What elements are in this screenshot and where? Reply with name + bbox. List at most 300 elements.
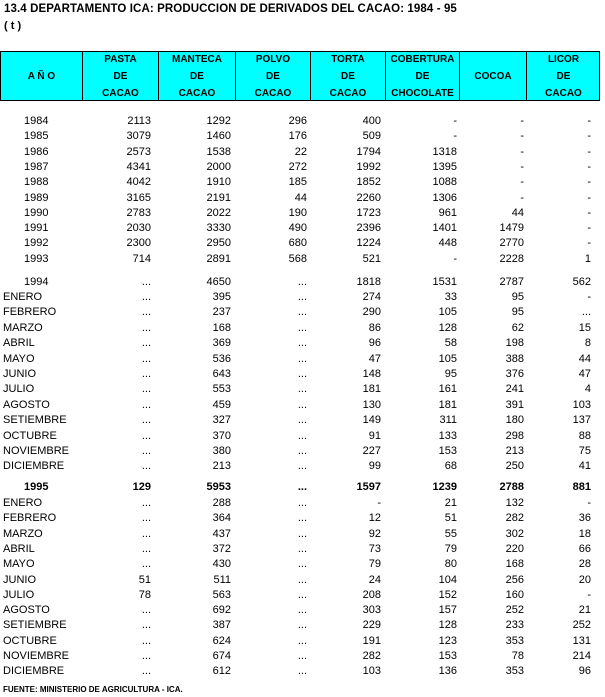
cell-value: - bbox=[587, 160, 591, 173]
table-row bbox=[0, 603, 600, 618]
cell-value: ... bbox=[141, 429, 151, 442]
cell-value: ... bbox=[141, 527, 151, 540]
cell-value: 1538 bbox=[206, 145, 231, 158]
table-row bbox=[0, 252, 600, 267]
cell-value: 1239 bbox=[432, 481, 457, 493]
cell-value: 4 bbox=[584, 383, 591, 396]
cell-value: ... bbox=[141, 337, 151, 350]
year-label: 1995 bbox=[24, 481, 49, 493]
cell-value: 353 bbox=[505, 634, 524, 647]
header-text: DE bbox=[190, 70, 204, 82]
table-row bbox=[0, 496, 600, 511]
cell-value: ... bbox=[297, 634, 307, 647]
table-row bbox=[0, 459, 600, 474]
cell-value: 88 bbox=[578, 429, 591, 442]
table-row bbox=[0, 221, 600, 236]
cell-value: ... bbox=[297, 497, 307, 509]
year-label: 1993 bbox=[24, 252, 49, 265]
cell-value: 282 bbox=[362, 650, 381, 662]
cell-value: 153 bbox=[438, 445, 457, 457]
header-text: CACAO bbox=[254, 87, 292, 99]
cell-value: 149 bbox=[362, 414, 381, 427]
cell-value: 298 bbox=[505, 429, 524, 442]
cell-value: 370 bbox=[212, 429, 231, 442]
cell-value: 79 bbox=[444, 542, 457, 555]
cell-value: 24 bbox=[368, 573, 381, 586]
cell-value: 1306 bbox=[432, 191, 457, 204]
cell-value: 105 bbox=[438, 306, 457, 319]
cell-value: 364 bbox=[212, 512, 231, 525]
cell-value: 509 bbox=[362, 130, 381, 143]
cell-value: 233 bbox=[505, 619, 524, 632]
cell-value: 68 bbox=[444, 460, 457, 473]
cell-value: ... bbox=[297, 398, 307, 411]
year-label: 1987 bbox=[24, 160, 49, 173]
cell-value: ... bbox=[141, 665, 151, 678]
month-label: OCTUBRE bbox=[3, 429, 57, 442]
cell-value: 44 bbox=[511, 206, 524, 219]
cell-value: - bbox=[377, 497, 381, 509]
cell-value: - bbox=[520, 130, 524, 143]
header-text: DE bbox=[266, 70, 280, 82]
table-row bbox=[0, 398, 600, 413]
month-label: MAYO bbox=[3, 352, 35, 365]
cell-value: 92 bbox=[368, 527, 381, 540]
cell-value: 99 bbox=[368, 460, 381, 473]
cell-value: 1224 bbox=[356, 237, 381, 250]
cell-value: 2787 bbox=[499, 276, 524, 288]
table-row bbox=[0, 129, 600, 144]
cell-value: 80 bbox=[444, 558, 457, 571]
cell-value: 8 bbox=[584, 337, 591, 350]
source-note: FUENTE: MINISTERIO DE AGRICULTURA - ICA. bbox=[3, 685, 183, 694]
month-label: SETIEMBRE bbox=[3, 619, 67, 632]
cell-value: 229 bbox=[362, 619, 381, 632]
cell-value: 250 bbox=[505, 460, 524, 473]
cell-value: 252 bbox=[572, 619, 591, 632]
cell-value: 237 bbox=[212, 306, 231, 319]
cell-value: 105 bbox=[438, 352, 457, 365]
cell-value: 448 bbox=[438, 237, 457, 250]
cell-value: 78 bbox=[138, 588, 151, 601]
table-row bbox=[0, 145, 600, 160]
table-title: 13.4 DEPARTAMENTO ICA: PRODUCCION DE DERIVADOS DEL CACAO: 1984 - 95 bbox=[4, 3, 457, 15]
cell-value: 2030 bbox=[126, 222, 151, 235]
cell-value: 624 bbox=[212, 634, 231, 647]
table-row bbox=[0, 618, 600, 633]
cell-value: 674 bbox=[212, 650, 231, 662]
header-text: CACAO bbox=[178, 87, 216, 99]
cell-value: 22 bbox=[294, 145, 307, 158]
cell-value: ... bbox=[297, 604, 307, 617]
month-label: AGOSTO bbox=[3, 604, 50, 617]
cell-value: - bbox=[587, 222, 591, 235]
header-col-1 bbox=[82, 52, 158, 100]
cell-value: - bbox=[587, 176, 591, 189]
cell-value: 430 bbox=[212, 558, 231, 571]
month-label: MARZO bbox=[3, 527, 43, 540]
cell-value: 282 bbox=[505, 512, 524, 525]
cell-value: ... bbox=[297, 321, 307, 334]
cell-value: 168 bbox=[212, 321, 231, 334]
month-label: ENERO bbox=[3, 291, 43, 303]
header-text: LICOR bbox=[547, 53, 580, 65]
table-row bbox=[0, 352, 600, 367]
cell-value: - bbox=[587, 206, 591, 219]
cell-value: 274 bbox=[362, 291, 381, 303]
cell-value: ... bbox=[297, 368, 307, 380]
cell-value: 692 bbox=[212, 604, 231, 617]
table-row bbox=[0, 634, 600, 649]
header-col-7 bbox=[526, 52, 600, 100]
year-label: 1989 bbox=[24, 191, 49, 204]
cell-value: ... bbox=[297, 573, 307, 586]
cell-value: ... bbox=[141, 368, 151, 380]
header-text: DE bbox=[556, 70, 571, 82]
cell-value: 881 bbox=[572, 481, 591, 493]
cell-value: - bbox=[453, 130, 457, 143]
cell-value: - bbox=[520, 115, 524, 127]
cell-value: - bbox=[587, 588, 591, 601]
cell-value: - bbox=[520, 145, 524, 158]
table-row bbox=[0, 290, 600, 305]
table-row bbox=[0, 160, 600, 175]
cell-value: ... bbox=[297, 276, 307, 288]
cell-value: 58 bbox=[444, 337, 457, 350]
cell-value: - bbox=[587, 497, 591, 509]
cell-value: 213 bbox=[505, 445, 524, 457]
header-text: POLVO bbox=[255, 53, 291, 65]
cell-value: ... bbox=[297, 665, 307, 678]
cell-value: 2000 bbox=[206, 160, 231, 173]
cell-value: 612 bbox=[212, 665, 231, 678]
cell-value: 128 bbox=[438, 321, 457, 334]
cell-value: 380 bbox=[212, 445, 231, 457]
header-text: DE bbox=[113, 70, 128, 82]
cell-value: 288 bbox=[212, 497, 231, 509]
cell-value: 388 bbox=[505, 352, 524, 365]
cell-value: 395 bbox=[212, 291, 231, 303]
month-label: DICIEMBRE bbox=[3, 665, 65, 678]
header-col-6 bbox=[459, 52, 526, 100]
cell-value: ... bbox=[297, 650, 307, 662]
cell-value: 1794 bbox=[356, 145, 381, 158]
cell-value: 214 bbox=[572, 650, 591, 662]
month-label: JULIO bbox=[3, 588, 35, 601]
cell-value: 2788 bbox=[499, 481, 524, 493]
header-col-0 bbox=[1, 52, 82, 100]
cell-value: - bbox=[520, 191, 524, 204]
year-label: 1994 bbox=[24, 276, 49, 288]
cell-value: 311 bbox=[439, 414, 457, 427]
cell-value: 961 bbox=[438, 206, 457, 219]
cell-value: 181 bbox=[438, 398, 457, 411]
cell-value: - bbox=[453, 252, 457, 265]
cell-value: 290 bbox=[362, 306, 381, 319]
cell-value: 103 bbox=[362, 665, 381, 678]
table-row bbox=[0, 542, 600, 557]
table-row bbox=[0, 367, 600, 382]
cell-value: ... bbox=[141, 512, 151, 525]
year-label: 1988 bbox=[24, 176, 49, 189]
cell-value: 490 bbox=[288, 222, 307, 235]
cell-value: - bbox=[453, 115, 457, 127]
year-label: 1984 bbox=[24, 115, 49, 127]
cell-value: 2396 bbox=[356, 222, 381, 235]
header-text: DE bbox=[341, 70, 355, 82]
cell-value: 152 bbox=[438, 588, 457, 601]
cell-value: 131 bbox=[572, 634, 591, 647]
cell-value: 75 bbox=[578, 445, 591, 457]
cell-value: 272 bbox=[288, 160, 307, 173]
cell-value: 12 bbox=[368, 512, 381, 525]
cell-value: ... bbox=[297, 291, 307, 303]
cell-value: 3330 bbox=[206, 222, 231, 235]
cell-value: 86 bbox=[368, 321, 381, 334]
cell-value: 568 bbox=[288, 252, 307, 265]
month-label: FEBRERO bbox=[3, 306, 57, 319]
cell-value: 185 bbox=[288, 176, 307, 189]
cell-value: 157 bbox=[438, 604, 457, 617]
table-row bbox=[0, 206, 600, 221]
cell-value: 47 bbox=[368, 352, 381, 365]
cell-value: 168 bbox=[505, 558, 524, 571]
table-row bbox=[0, 413, 600, 428]
month-label: ENERO bbox=[3, 497, 43, 509]
cell-value: 1992 bbox=[356, 160, 381, 173]
cell-value: 103 bbox=[572, 398, 591, 411]
cell-value: 227 bbox=[362, 445, 381, 457]
month-label: JUNIO bbox=[3, 573, 36, 586]
cell-value: 1460 bbox=[206, 130, 231, 143]
cell-value: 680 bbox=[288, 237, 307, 250]
cell-value: - bbox=[587, 191, 591, 204]
cell-value: 208 bbox=[362, 588, 381, 601]
cell-value: 372 bbox=[212, 542, 231, 555]
cell-value: 4650 bbox=[206, 276, 231, 288]
cell-value: ... bbox=[141, 604, 151, 617]
month-label: JUNIO bbox=[3, 368, 36, 380]
cell-value: 2950 bbox=[206, 237, 231, 250]
cell-value: 2770 bbox=[499, 237, 524, 250]
cell-value: 190 bbox=[288, 206, 307, 219]
cell-value: 2891 bbox=[206, 252, 231, 265]
cell-value: ... bbox=[141, 460, 151, 473]
cell-value: 1723 bbox=[356, 206, 381, 219]
cell-value: 302 bbox=[505, 527, 524, 540]
cell-value: 5953 bbox=[206, 481, 231, 493]
cell-value: 176 bbox=[288, 130, 307, 143]
cell-value: 1292 bbox=[206, 115, 231, 127]
cell-value: 132 bbox=[505, 497, 524, 509]
cell-value: 51 bbox=[138, 573, 151, 586]
header-text: PASTA bbox=[104, 53, 137, 65]
cell-value: 28 bbox=[578, 558, 591, 571]
cell-value: 95 bbox=[511, 291, 524, 303]
cell-value: 562 bbox=[572, 276, 591, 288]
cell-value: 198 bbox=[505, 337, 524, 350]
cell-value: 73 bbox=[368, 542, 381, 555]
table-row bbox=[0, 511, 600, 526]
month-label: DICIEMBRE bbox=[3, 460, 65, 473]
cell-value: ... bbox=[297, 306, 307, 319]
cell-value: ... bbox=[297, 558, 307, 571]
cell-value: ... bbox=[297, 383, 307, 396]
cell-value: 161 bbox=[438, 383, 457, 396]
header-col-5 bbox=[385, 52, 459, 100]
month-label: MAYO bbox=[3, 558, 35, 571]
cell-value: 96 bbox=[578, 665, 591, 678]
cell-value: 2228 bbox=[499, 252, 524, 265]
cell-value: 511 bbox=[213, 573, 231, 586]
cell-value: 553 bbox=[212, 383, 231, 396]
cell-value: 213 bbox=[212, 460, 231, 473]
cell-value: 191 bbox=[362, 634, 381, 647]
header-text: DE bbox=[415, 70, 430, 82]
cell-value: ... bbox=[297, 445, 307, 457]
cell-value: 1318 bbox=[432, 145, 457, 158]
cell-value: ... bbox=[297, 619, 307, 632]
table-row bbox=[0, 573, 600, 588]
cell-value: 1479 bbox=[499, 222, 524, 235]
table-row bbox=[0, 382, 600, 397]
cell-value: 391 bbox=[505, 398, 524, 411]
cell-value: 2573 bbox=[126, 145, 151, 158]
cell-value: 133 bbox=[438, 429, 457, 442]
table-header bbox=[0, 51, 600, 101]
table-row bbox=[0, 527, 600, 542]
cell-value: 41 bbox=[578, 460, 591, 473]
cell-value: - bbox=[520, 176, 524, 189]
cell-value: 129 bbox=[132, 481, 151, 493]
header-text: MANTECA bbox=[172, 53, 222, 65]
cell-value: 136 bbox=[438, 665, 457, 678]
table-row bbox=[0, 444, 600, 459]
month-label: AGOSTO bbox=[3, 398, 50, 411]
cell-value: ... bbox=[297, 460, 307, 473]
cell-value: 2300 bbox=[126, 237, 151, 250]
table-row bbox=[0, 191, 600, 206]
cell-value: ... bbox=[297, 429, 307, 442]
cell-value: - bbox=[587, 130, 591, 143]
cell-value: 4341 bbox=[126, 160, 151, 173]
cell-value: ... bbox=[297, 352, 307, 365]
month-label: ABRIL bbox=[3, 337, 35, 350]
header-text: CACAO bbox=[545, 87, 582, 99]
month-label: MARZO bbox=[3, 321, 43, 334]
cell-value: 714 bbox=[132, 252, 151, 265]
header-text: CHOCOLATE bbox=[391, 87, 454, 99]
year-label: 1991 bbox=[24, 222, 49, 235]
cell-value: 2260 bbox=[356, 191, 381, 204]
table-row bbox=[0, 557, 600, 572]
header-col-2 bbox=[158, 52, 235, 100]
cell-value: - bbox=[587, 237, 591, 250]
cell-value: 2783 bbox=[126, 206, 151, 219]
month-label: SETIEMBRE bbox=[3, 414, 67, 427]
cell-value: 3165 bbox=[126, 191, 151, 204]
table-row bbox=[0, 649, 600, 664]
cell-value: 1852 bbox=[356, 176, 381, 189]
month-label: JULIO bbox=[3, 383, 35, 396]
month-label: OCTUBRE bbox=[3, 634, 57, 647]
month-label: ABRIL bbox=[3, 542, 35, 555]
cell-value: ... bbox=[141, 558, 151, 571]
table-row bbox=[0, 664, 600, 679]
cell-value: 128 bbox=[438, 619, 457, 632]
year-label: 1990 bbox=[24, 206, 49, 219]
table-row bbox=[0, 305, 600, 320]
cell-value: ... bbox=[297, 588, 307, 601]
cell-value: 47 bbox=[578, 368, 591, 380]
table-row bbox=[0, 588, 600, 603]
cell-value: ... bbox=[141, 650, 151, 662]
cell-value: 66 bbox=[578, 542, 591, 555]
cell-value: 20 bbox=[578, 573, 591, 586]
cell-value: 130 bbox=[362, 398, 381, 411]
table-row bbox=[0, 114, 600, 129]
cell-value: - bbox=[587, 145, 591, 158]
cell-value: 160 bbox=[505, 588, 524, 601]
cell-value: ... bbox=[297, 512, 307, 525]
month-label: NOVIEMBRE bbox=[3, 445, 70, 457]
table-row bbox=[0, 321, 600, 336]
year-label: 1986 bbox=[24, 145, 49, 158]
cell-value: 1401 bbox=[432, 222, 457, 235]
header-col-3 bbox=[235, 52, 310, 100]
cell-value: ... bbox=[297, 337, 307, 350]
cell-value: 96 bbox=[368, 337, 381, 350]
unit-label: ( t ) bbox=[4, 20, 22, 32]
cell-value: 4042 bbox=[126, 176, 151, 189]
cell-value: - bbox=[587, 115, 591, 127]
cell-value: ... bbox=[297, 414, 307, 427]
cell-value: 643 bbox=[212, 368, 231, 380]
cell-value: 536 bbox=[212, 352, 231, 365]
cell-value: 18 bbox=[578, 527, 591, 540]
cell-value: 563 bbox=[212, 588, 231, 601]
cell-value: ... bbox=[581, 306, 591, 319]
cell-value: ... bbox=[297, 542, 307, 555]
cell-value: 21 bbox=[578, 604, 591, 617]
cell-value: ... bbox=[141, 414, 151, 427]
header-text: CACAO bbox=[329, 87, 367, 99]
header-text: COCOA bbox=[474, 70, 512, 82]
cell-value: 148 bbox=[362, 368, 381, 380]
cell-value: 241 bbox=[505, 383, 524, 396]
cell-value: 2022 bbox=[206, 206, 231, 219]
cell-value: ... bbox=[141, 276, 151, 288]
cell-value: 2113 bbox=[127, 115, 151, 127]
cell-value: 437 bbox=[212, 527, 231, 540]
cell-value: 303 bbox=[362, 604, 381, 617]
cell-value: ... bbox=[141, 291, 151, 303]
cell-value: 95 bbox=[511, 306, 524, 319]
cell-value: 79 bbox=[368, 558, 381, 571]
cell-value: 353 bbox=[505, 665, 524, 678]
cell-value: 36 bbox=[578, 512, 591, 525]
cell-value: ... bbox=[141, 306, 151, 319]
cell-value: 33 bbox=[444, 291, 457, 303]
cell-value: ... bbox=[141, 398, 151, 411]
cell-value: ... bbox=[141, 542, 151, 555]
header-text: TORTA bbox=[331, 53, 365, 65]
cell-value: 51 bbox=[444, 512, 457, 525]
cell-value: 153 bbox=[438, 650, 457, 662]
cell-value: 1531 bbox=[432, 276, 457, 288]
cell-value: 78 bbox=[511, 650, 524, 662]
cell-value: 15 bbox=[578, 321, 591, 334]
